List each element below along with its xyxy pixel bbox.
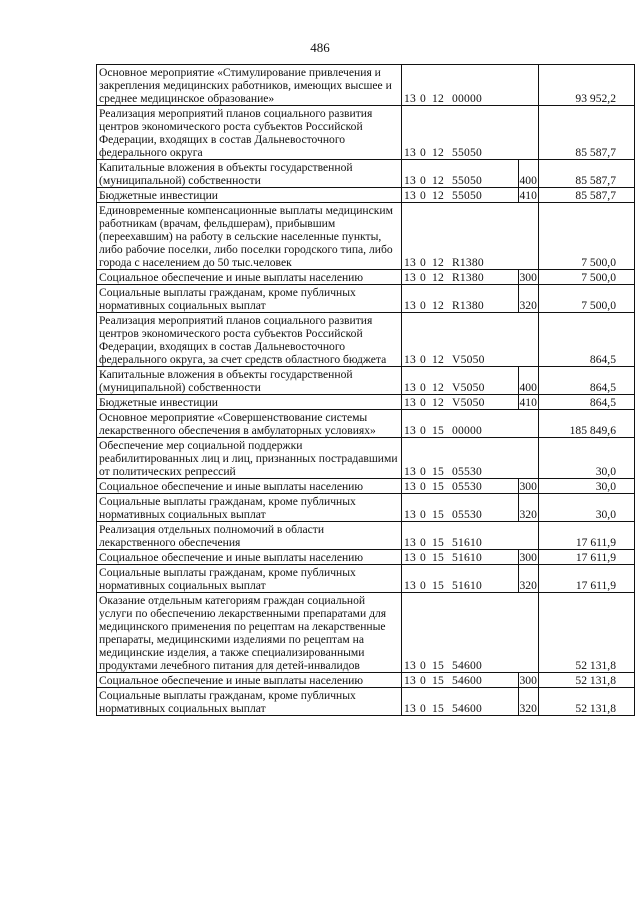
row-description: Оказание отдельным категориям граждан социальной услуги по обеспечению лекарственными препаратами для медицинского применения по рецептам на лекарственные препараты, медицинскими изделиями по рецептам на медицинские изделия, а также специализированными продуктами лечебного питания для детей-инвалидов xyxy=(97,593,402,673)
row-expense-type: 320 xyxy=(518,494,539,522)
code-part-2: 0 xyxy=(420,381,426,394)
table-row xyxy=(97,688,635,716)
code-part-3: 15 xyxy=(432,480,444,493)
row-amount: 7 500,0 xyxy=(539,285,635,313)
row-target-code xyxy=(402,395,519,410)
row-expense-type: 410 xyxy=(519,189,537,202)
code-part-1: 13 xyxy=(404,381,416,394)
code-part-2: 0 xyxy=(420,424,426,437)
row-target-code xyxy=(402,285,519,313)
row-expense-type xyxy=(518,410,539,438)
code-part-3: 12 xyxy=(432,353,444,366)
code-part-1: 13 xyxy=(404,465,416,478)
table-row xyxy=(97,593,635,673)
row-description: Социальные выплаты гражданам, кроме публичных нормативных социальных выплат xyxy=(97,565,402,593)
code-part-1: 13 xyxy=(404,189,416,202)
row-expense-type xyxy=(518,313,539,367)
code-part-4: R1380 xyxy=(452,256,484,269)
code-part-4: 55050 xyxy=(452,146,482,159)
row-target-code xyxy=(402,494,519,522)
row-target-code xyxy=(402,367,519,395)
row-description: Капитальные вложения в объекты государственной (муниципальной) собственности xyxy=(97,367,402,395)
code-part-2: 0 xyxy=(420,508,426,521)
row-expense-type xyxy=(518,106,539,160)
code-part-1: 13 xyxy=(404,659,416,672)
code-part-2: 0 xyxy=(420,353,426,366)
row-description: Бюджетные инвестиции xyxy=(97,188,402,203)
row-expense-type: 400 xyxy=(518,160,539,188)
row-target-code xyxy=(402,673,519,688)
budget-table xyxy=(96,64,635,716)
code-part-3: 12 xyxy=(432,271,444,284)
code-part-4: V5050 xyxy=(452,381,485,394)
table-row xyxy=(97,188,635,203)
row-target-code xyxy=(402,106,519,160)
row-description: Социальное обеспечение и иные выплаты населению xyxy=(97,270,402,285)
code-part-4: 05530 xyxy=(452,480,482,493)
code-part-3: 15 xyxy=(432,536,444,549)
row-description: Социальное обеспечение и иные выплаты населению xyxy=(97,673,402,688)
code-part-1: 13 xyxy=(404,174,416,187)
table-row xyxy=(97,522,635,550)
row-expense-type xyxy=(518,65,539,106)
code-part-3: 12 xyxy=(432,381,444,394)
row-expense-type: 320 xyxy=(518,565,539,593)
code-part-4: R1380 xyxy=(452,299,484,312)
code-part-3: 12 xyxy=(432,256,444,269)
row-description: Капитальные вложения в объекты государственной (муниципальной) собственности xyxy=(97,160,402,188)
code-part-2: 0 xyxy=(420,702,426,715)
row-description: Единовременные компенсационные выплаты медицинским работникам (врачам, фельдшерам), прибывшим (переехавшим) на работу в сельские населенные пункты, либо рабочие поселки, либо поселки городского типа, либо города с населением до 50 тыс.человек xyxy=(97,203,402,270)
row-target-code xyxy=(402,65,519,106)
row-target-code xyxy=(402,688,519,716)
code-part-1: 13 xyxy=(404,353,416,366)
code-part-1: 13 xyxy=(404,674,416,687)
table-row xyxy=(97,410,635,438)
row-description: Социальное обеспечение и иные выплаты населению xyxy=(97,479,402,494)
code-part-1: 13 xyxy=(404,256,416,269)
code-part-1: 13 xyxy=(404,424,416,437)
row-target-code xyxy=(402,270,519,285)
row-target-code xyxy=(402,438,519,479)
code-part-3: 15 xyxy=(432,659,444,672)
code-part-4: 55050 xyxy=(452,189,482,202)
code-part-1: 13 xyxy=(404,92,416,105)
row-amount: 864,5 xyxy=(539,395,635,410)
code-part-3: 12 xyxy=(432,396,444,409)
table-row xyxy=(97,106,635,160)
row-expense-type xyxy=(518,438,539,479)
code-part-4: 51610 xyxy=(452,551,482,564)
row-description: Основное мероприятие «Стимулирование привлечения и закрепления медицинских работников, имеющих высшее и среднее медицинское образование» xyxy=(97,65,402,106)
code-part-1: 13 xyxy=(404,146,416,159)
code-part-3: 15 xyxy=(432,424,444,437)
table-row xyxy=(97,367,635,395)
code-part-2: 0 xyxy=(420,189,426,202)
code-part-1: 13 xyxy=(404,702,416,715)
table-row xyxy=(97,203,635,270)
row-amount: 17 611,9 xyxy=(539,522,635,550)
row-amount: 30,0 xyxy=(539,494,635,522)
row-expense-type: 300 xyxy=(519,480,537,493)
code-part-2: 0 xyxy=(420,396,426,409)
row-description: Социальные выплаты гражданам, кроме публичных нормативных социальных выплат xyxy=(97,688,402,716)
row-amount: 864,5 xyxy=(539,367,635,395)
code-part-3: 15 xyxy=(432,465,444,478)
code-part-4: V5050 xyxy=(452,396,485,409)
row-description: Социальные выплаты гражданам, кроме публичных нормативных социальных выплат xyxy=(97,494,402,522)
code-part-4: R1380 xyxy=(452,271,484,284)
code-part-4: 54600 xyxy=(452,702,482,715)
code-part-3: 15 xyxy=(432,551,444,564)
code-part-1: 13 xyxy=(404,508,416,521)
code-part-3: 12 xyxy=(432,189,444,202)
code-part-2: 0 xyxy=(420,92,426,105)
code-part-2: 0 xyxy=(420,659,426,672)
row-description: Социальное обеспечение и иные выплаты населению xyxy=(97,550,402,565)
row-expense-type: 410 xyxy=(519,396,537,409)
row-expense-type: 300 xyxy=(519,271,537,284)
row-target-code xyxy=(402,593,519,673)
row-expense-type xyxy=(518,203,539,270)
row-description: Социальные выплаты гражданам, кроме публичных нормативных социальных выплат xyxy=(97,285,402,313)
row-amount: 185 849,6 xyxy=(539,410,635,438)
table-row xyxy=(97,270,635,285)
code-part-1: 13 xyxy=(404,271,416,284)
budget-table-body xyxy=(97,65,635,716)
table-row xyxy=(97,550,635,565)
row-amount: 30,0 xyxy=(539,479,635,494)
code-part-2: 0 xyxy=(420,271,426,284)
code-part-3: 12 xyxy=(432,92,444,105)
row-target-code xyxy=(402,203,519,270)
row-amount: 30,0 xyxy=(539,438,635,479)
code-part-3: 15 xyxy=(432,579,444,592)
code-part-4: 54600 xyxy=(452,659,482,672)
code-part-4: 05530 xyxy=(452,465,482,478)
page-number: 486 xyxy=(310,40,330,55)
row-description: Реализация отдельных полномочий в области лекарственного обеспечения xyxy=(97,522,402,550)
row-amount: 864,5 xyxy=(539,313,635,367)
row-amount: 52 131,8 xyxy=(539,673,635,688)
row-amount: 17 611,9 xyxy=(539,550,635,565)
row-amount: 52 131,8 xyxy=(539,593,635,673)
row-description: Реализация мероприятий планов социального развития центров экономического роста субъектов Российской Федерации, входящих в состав Дальневосточного федерального округа, за счет средств областного бюджета xyxy=(97,313,402,367)
table-row xyxy=(97,479,635,494)
row-description: Основное мероприятие «Совершенствование системы лекарственного обеспечения в амбулаторных условиях» xyxy=(97,410,402,438)
row-amount: 85 587,7 xyxy=(539,160,635,188)
table-row xyxy=(97,65,635,106)
code-part-4: 00000 xyxy=(452,424,482,437)
code-part-1: 13 xyxy=(404,536,416,549)
row-amount: 17 611,9 xyxy=(539,565,635,593)
row-target-code xyxy=(402,550,519,565)
code-part-3: 12 xyxy=(432,299,444,312)
table-row xyxy=(97,395,635,410)
code-part-2: 0 xyxy=(420,480,426,493)
code-part-3: 15 xyxy=(432,508,444,521)
code-part-3: 15 xyxy=(432,702,444,715)
code-part-4: 51610 xyxy=(452,536,482,549)
code-part-4: V5050 xyxy=(452,353,485,366)
row-amount: 85 587,7 xyxy=(539,188,635,203)
row-expense-type: 320 xyxy=(518,285,539,313)
code-part-2: 0 xyxy=(420,146,426,159)
code-part-4: 54600 xyxy=(452,674,482,687)
code-part-1: 13 xyxy=(404,480,416,493)
code-part-2: 0 xyxy=(420,256,426,269)
row-target-code xyxy=(402,160,519,188)
code-part-4: 00000 xyxy=(452,92,482,105)
code-part-2: 0 xyxy=(420,551,426,564)
row-target-code xyxy=(402,188,519,203)
code-part-4: 51610 xyxy=(452,579,482,592)
code-part-4: 05530 xyxy=(452,508,482,521)
code-part-2: 0 xyxy=(420,536,426,549)
row-amount: 85 587,7 xyxy=(539,106,635,160)
row-amount: 52 131,8 xyxy=(539,688,635,716)
code-part-1: 13 xyxy=(404,579,416,592)
code-part-1: 13 xyxy=(404,551,416,564)
table-row xyxy=(97,285,635,313)
table-row xyxy=(97,438,635,479)
row-expense-type xyxy=(518,593,539,673)
code-part-2: 0 xyxy=(420,174,426,187)
row-target-code xyxy=(402,565,519,593)
table-row xyxy=(97,313,635,367)
row-amount: 7 500,0 xyxy=(539,270,635,285)
row-target-code xyxy=(402,410,519,438)
row-target-code xyxy=(402,479,519,494)
row-amount: 93 952,2 xyxy=(539,65,635,106)
table-row xyxy=(97,565,635,593)
code-part-2: 0 xyxy=(420,299,426,312)
row-description: Бюджетные инвестиции xyxy=(97,395,402,410)
row-amount: 7 500,0 xyxy=(539,203,635,270)
row-expense-type: 300 xyxy=(519,674,537,687)
table-row xyxy=(97,673,635,688)
row-expense-type xyxy=(518,522,539,550)
row-target-code xyxy=(402,313,519,367)
code-part-1: 13 xyxy=(404,299,416,312)
code-part-3: 12 xyxy=(432,174,444,187)
row-target-code xyxy=(402,522,519,550)
table-row xyxy=(97,494,635,522)
row-expense-type: 400 xyxy=(518,367,539,395)
code-part-3: 12 xyxy=(432,146,444,159)
code-part-2: 0 xyxy=(420,465,426,478)
code-part-1: 13 xyxy=(404,396,416,409)
code-part-2: 0 xyxy=(420,674,426,687)
row-expense-type: 320 xyxy=(518,688,539,716)
table-row xyxy=(97,160,635,188)
row-description: Обеспечение мер социальной поддержки реабилитированных лиц и лиц, признанных пострадавшими от политических репрессий xyxy=(97,438,402,479)
code-part-2: 0 xyxy=(420,579,426,592)
code-part-3: 15 xyxy=(432,674,444,687)
code-part-4: 55050 xyxy=(452,174,482,187)
row-expense-type: 300 xyxy=(519,551,537,564)
row-description: Реализация мероприятий планов социального развития центров экономического роста субъектов Российской Федерации, входящих в состав Дальневосточного федерального округа xyxy=(97,106,402,160)
